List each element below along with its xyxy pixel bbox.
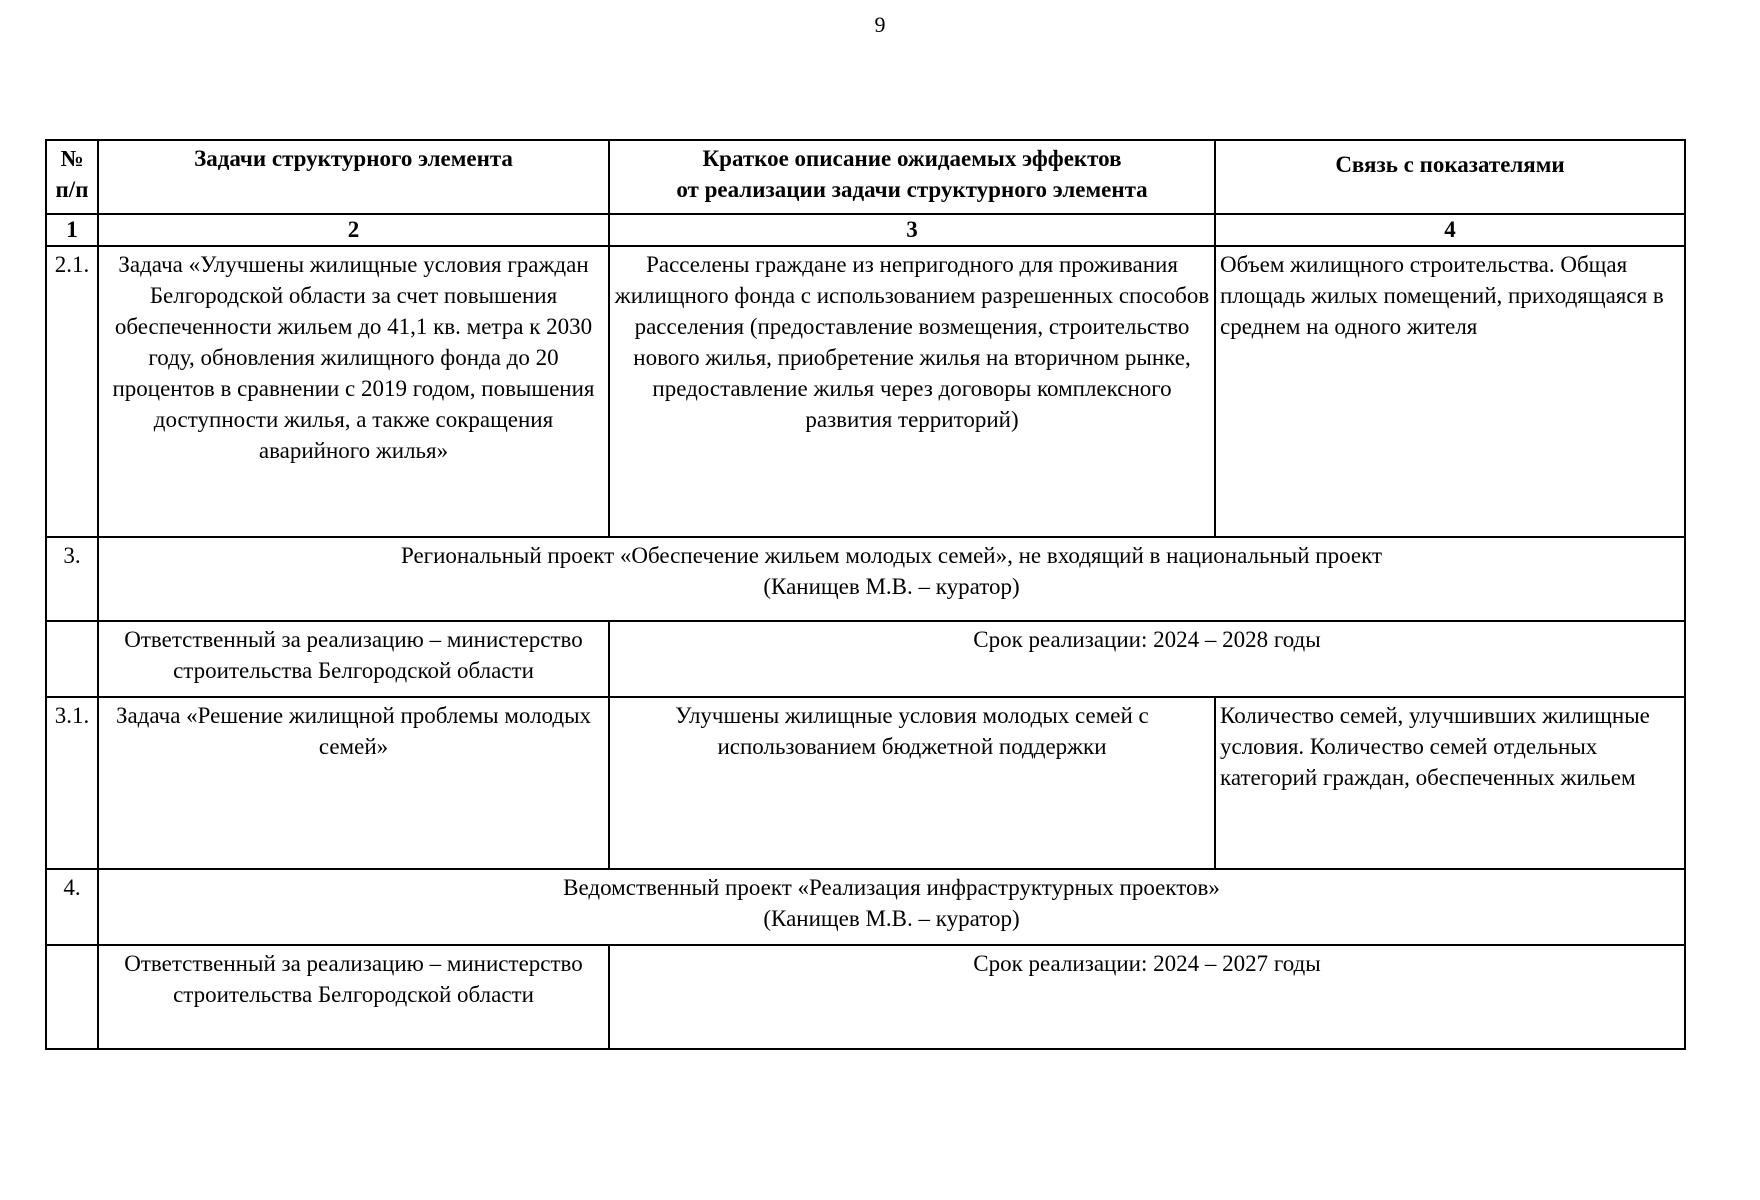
project-title-cell [98,537,1685,621]
row-number: 3.1. [46,697,98,869]
header-number [46,140,98,214]
row-number: 3. [46,537,98,621]
term-cell: Срок реализации: 2024 – 2027 годы [609,945,1685,1049]
row-number: 4. [46,869,98,945]
header-effects-line2: от реализации задачи структурного элемента [676,177,1148,202]
header-number-line2: п/п [55,177,89,202]
column-number-2: 2 [98,214,609,246]
row-number: 2.1. [46,246,98,537]
table-row-2-1 [46,246,1685,537]
header-number-line1: № [60,146,84,171]
column-numbers-row [46,214,1685,246]
header-indicators: Связь с показателями [1215,140,1685,214]
task-cell: Задача «Улучшены жилищные условия граждан Белгородской области за счет повышения обеспеченности жильем до 41,1 кв. метра к 2030 году, обновления жилищного фонда до 20 процентов в сравнении с 2019 годом, повышения доступности жилья, а также сокращения аварийного жилья» [98,246,609,537]
page-number: 9 [874,12,886,37]
column-number-3: 3 [609,214,1215,246]
table-row-3-1 [46,697,1685,869]
responsible-cell: Ответственный за реализацию – министерство строительства Белгородской области [98,621,609,697]
project-curator: (Канищев М.В. – куратор) [763,574,1020,599]
task-cell: Задача «Решение жилищной проблемы молодых семей» [98,697,609,869]
responsible-cell: Ответственный за реализацию – министерство строительства Белгородской области [98,945,609,1049]
project-title: Ведомственный проект «Реализация инфраструктурных проектов» [563,875,1220,900]
column-number-4: 4 [1215,214,1685,246]
project-title-cell [98,869,1685,945]
term-cell: Срок реализации: 2024 – 2028 годы [609,621,1685,697]
table-row-4 [46,869,1685,945]
table-row-3 [46,537,1685,621]
empty-cell [46,621,98,697]
column-number-1: 1 [46,214,98,246]
empty-cell [46,945,98,1049]
effects-cell: Расселены граждане из непригодного для проживания жилищного фонда с использованием разрешенных способов расселения (предоставление возмещения, строительство нового жилья, приобретение жилья на вторичном рынке, предоставление жилья через договоры комплексного развития территорий) [609,246,1215,537]
table-header-row [46,140,1685,214]
table-row-3-details [46,621,1685,697]
header-effects [609,140,1215,214]
header-effects-line1: Краткое описание ожидаемых эффектов [702,146,1122,171]
table-row-4-details [46,945,1685,1049]
indicators-cell: Количество семей, улучшивших жилищные условия. Количество семей отдельных категорий граждан, обеспеченных жильем [1215,697,1685,869]
indicators-cell: Объем жилищного строительства. Общая площадь жилых помещений, приходящаяся в среднем на одного жителя [1215,246,1685,537]
structural-elements-table [45,139,1686,1050]
project-title: Региональный проект «Обеспечение жильем молодых семей», не входящий в национальный проект [400,543,1383,568]
header-tasks: Задачи структурного элемента [98,140,609,214]
effects-cell: Улучшены жилищные условия молодых семей с использованием бюджетной поддержки [609,697,1215,869]
project-curator: (Канищев М.В. – куратор) [763,906,1020,931]
